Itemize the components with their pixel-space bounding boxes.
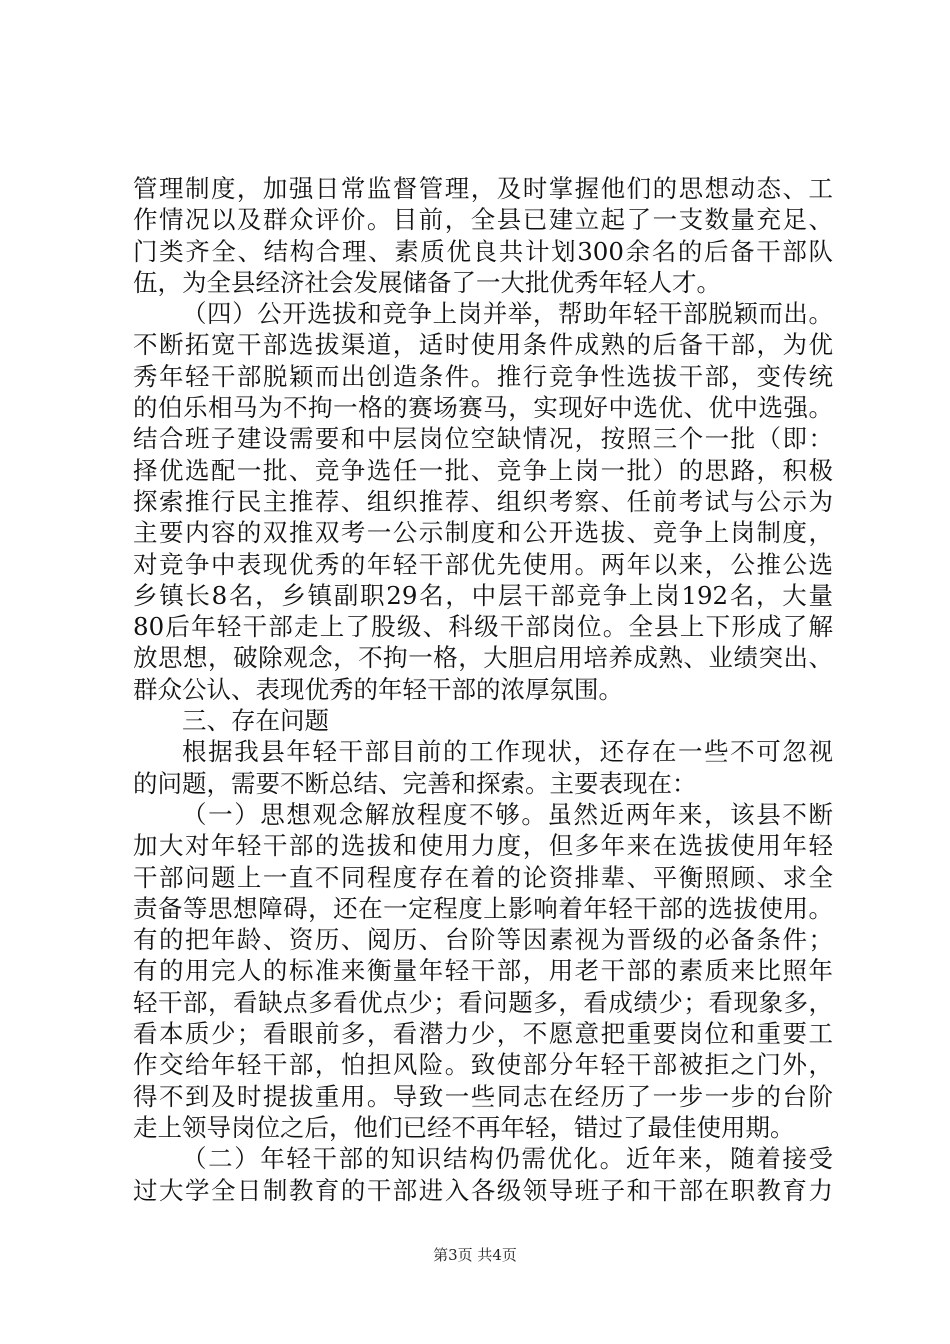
text-line: 探索推行民主推荐、组织推荐、组织考察、任前考试与公示为 [133, 486, 833, 516]
text-line: 管理制度，加强日常监督管理，及时掌握他们的思想动态、工 [133, 174, 833, 203]
text-line: 的问题，需要不断总结、完善和探索。主要表现在： [133, 768, 697, 798]
text-line: 群众公认、表现优秀的年轻干部的浓厚氛围。 [133, 674, 623, 704]
text-line: 看本质少；看眼前多，看潜力少，不愿意把重要岗位和重要工 [133, 1019, 833, 1049]
text-line: 的伯乐相马为不拘一格的赛场赛马，实现好中选优、优中选强。 [133, 393, 833, 423]
text-line: 主要内容的双推双考一公示制度和公开选拔、竞争上岗制度， [133, 518, 833, 548]
text-line: 干部问题上一直不同程度存在着的论资排辈、平衡照顾、求全 [133, 862, 833, 892]
text-line: 有的用完人的标准来衡量年轻干部，用老干部的素质来比照年 [133, 956, 833, 986]
text-line: （四）公开选拔和竞争上岗并举，帮助年轻干部脱颖而出。 [182, 299, 833, 329]
text-line: 放思想，破除观念，不拘一格，大胆启用培养成熟、业绩突出、 [133, 643, 833, 673]
text-line: 作情况以及群众评价。目前，全县已建立起了一支数量充足、 [133, 205, 833, 235]
text-line: 伍，为全县经济社会发展储备了一大批优秀年轻人才。 [133, 267, 721, 297]
text-line: 走上领导岗位之后，他们已经不再年轻，错过了最佳使用期。 [133, 1112, 795, 1142]
text-line: 门类齐全、结构合理、素质优良共计划300余名的后备干部队 [133, 236, 833, 266]
text-line: 作交给年轻干部，怕担风险。致使部分年轻干部被拒之门外， [133, 1050, 833, 1080]
text-line: 责备等思想障碍，还在一定程度上影响着年轻干部的选拔使用。 [133, 893, 833, 923]
text-line: 过大学全日制教育的干部进入各级领导班子和干部在职教育力 [133, 1175, 833, 1205]
text-line: （一）思想观念解放程度不够。虽然近两年来，该县不断 [182, 799, 833, 829]
text-line: 加大对年轻干部的选拔和使用力度，但多年来在选拔使用年轻 [133, 831, 833, 861]
text-line: 择优选配一批、竞争选任一批、竞争上岗一批）的思路，积极 [133, 455, 833, 485]
text-line: 根据我县年轻干部目前的工作现状，还存在一些不可忽视 [182, 737, 833, 767]
text-line: 三、存在问题 [182, 706, 329, 736]
text-line: 乡镇长8名，乡镇副职29名，中层干部竞争上岗192名，大量 [133, 580, 833, 610]
page-footer: 第3页 共4页 [433, 1246, 517, 1264]
text-line: 80后年轻干部走上了股级、科级干部岗位。全县上下形成了解 [133, 612, 833, 642]
text-line: 不断拓宽干部选拔渠道，适时使用条件成熟的后备干部，为优 [133, 330, 833, 360]
text-line: 结合班子建设需要和中层岗位空缺情况，按照三个一批（即： [133, 424, 833, 454]
document-body [133, 173, 833, 1206]
text-line: 得不到及时提拔重用。导致一些同志在经历了一步一步的台阶 [133, 1081, 833, 1111]
text-line: 对竞争中表现优秀的年轻干部优先使用。两年以来，公推公选 [133, 549, 833, 579]
text-line: （二）年轻干部的知识结构仍需优化。近年来，随着接受 [182, 1144, 833, 1174]
text-line: 有的把年龄、资历、阅历、台阶等因素视为晋级的必备条件； [133, 925, 833, 955]
text-line: 秀年轻干部脱颖而出创造条件。推行竞争性选拔干部，变传统 [133, 361, 833, 391]
text-line: 轻干部，看缺点多看优点少；看问题多，看成绩少；看现象多， [133, 987, 833, 1017]
